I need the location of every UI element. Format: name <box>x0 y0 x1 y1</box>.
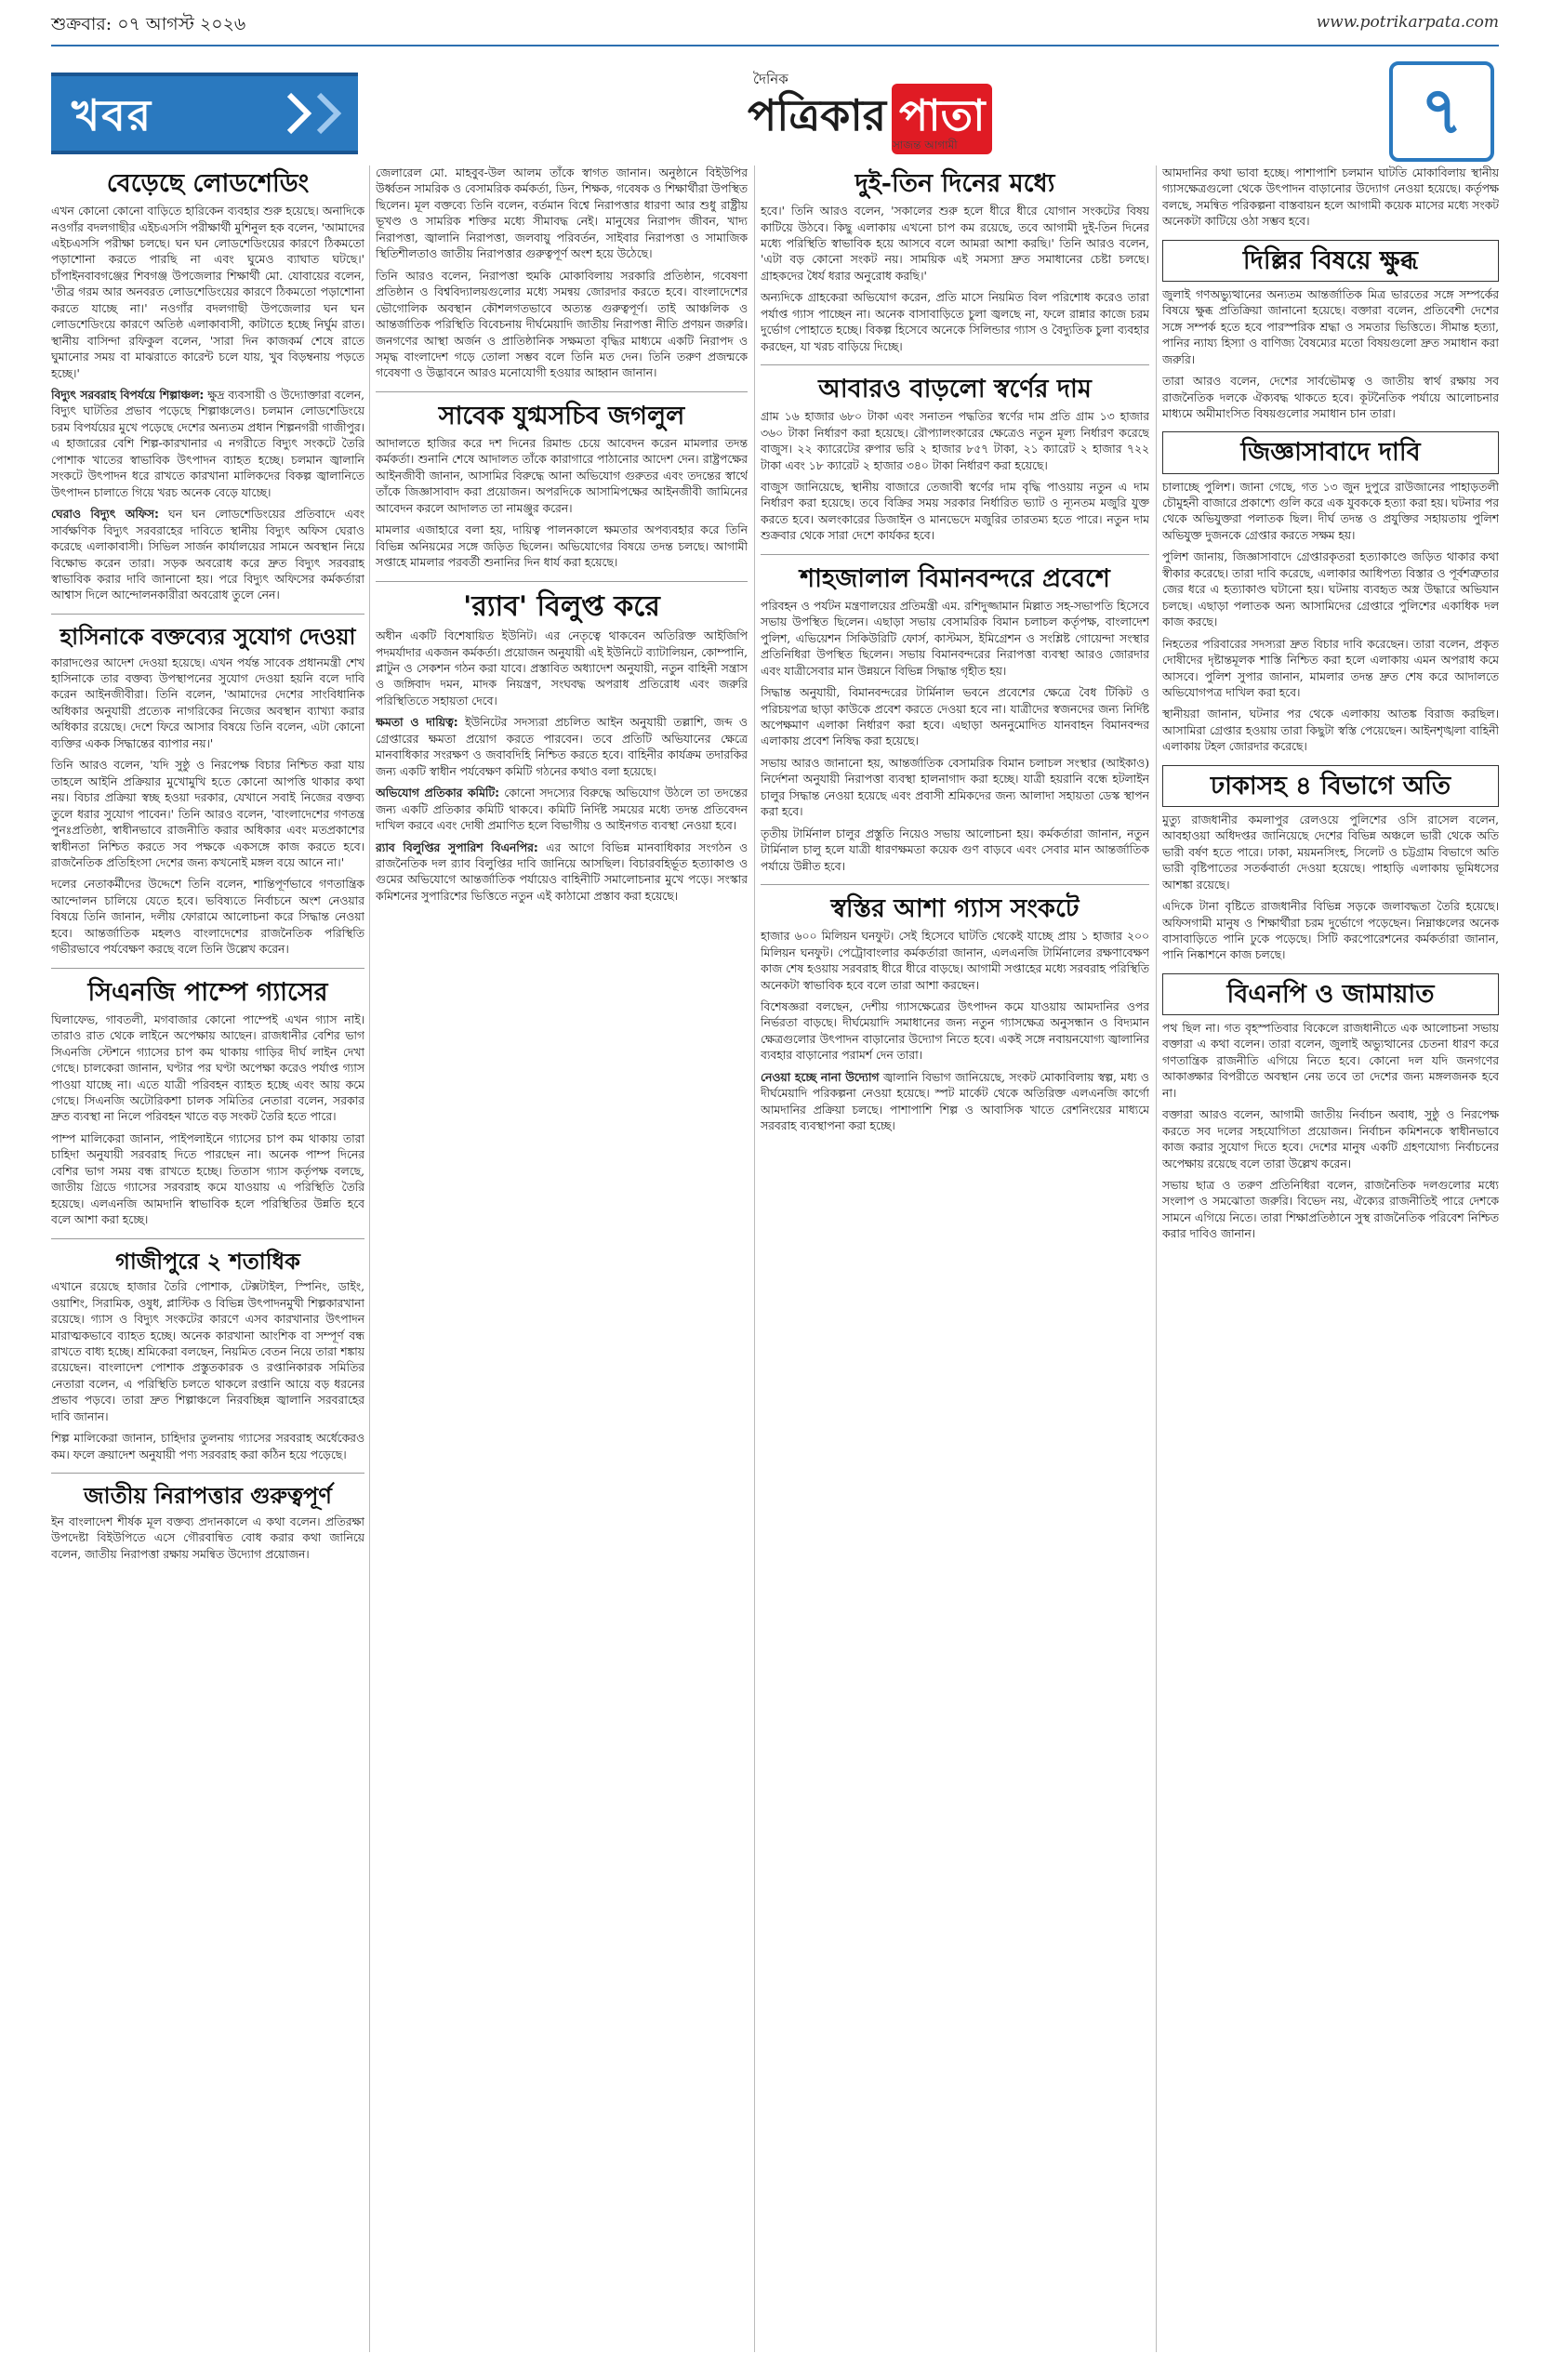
article-heavy-rain <box>1162 765 1499 964</box>
article-paragraph <box>376 786 748 834</box>
headline[interactable]: ঢাকাসহ ৪ বিভাগে অতি <box>1162 765 1499 807</box>
article-separator <box>376 581 748 582</box>
paragraph-text: জ্বালানি বিভাগ জানিয়েছে, সংকট মোকাবিলায় স্বল্প, মধ্য ও দীর্ঘমেয়াদি পরিকল্পনা নেওয়া হয়েছে। স্পট মার্কেট থেকে অতিরিক্ত এলএনজি কার্গো আমদানির প্রক্রিয়া চলছে। পাশাপাশি শিল্প ও আবাসিক খাতে রেশনিংয়ের মাধ্যমে সরবরাহ ব্যবস্থাপনা করা হচ্ছে। <box>761 1070 1149 1133</box>
logo-main-text: পত্রিকার <box>748 90 887 140</box>
article-paragraph <box>51 388 364 501</box>
column-divider <box>1156 165 1157 2352</box>
headline[interactable]: বিএনপি ও জামায়াত <box>1162 973 1499 1015</box>
paragraph-lead: নেওয়া হচ্ছে নানা উদ্যোগ <box>761 1070 880 1084</box>
column-divider <box>369 165 370 2352</box>
article-separator <box>51 968 364 969</box>
article-paragraph: আমদানির কথা ভাবা হচ্ছে। পাশাপাশি চলমান ঘাটতি মোকাবিলায় স্থানীয় গ্যাসক্ষেত্রগুলো থেকে উৎপাদন বাড়ানোর উদ্যোগ নেওয়া হয়েছে। কর্তৃপক্ষ বলছে, সমন্বিত পরিকল্পনা বাস্তবায়ন হলে আগামী কয়েক মাসের মধ্যে সংকট অনেকটা কাটিয়ে ওঠা সম্ভব হবে। <box>1162 166 1499 229</box>
article-paragraph: পরিবহন ও পর্যটন মন্ত্রণালয়ের প্রতিমন্ত্রী এম. রশিদুজ্জামান মিল্লাত সহ-সভাপতি হিসেবে সভায় উপস্থিত ছিলেন। এছাড়া সভায় বেসামরিক বিমান চলাচল কর্তৃপক্ষ, বাংলাদেশ পুলিশ, এভিয়েশন সিকিউরিটি ফোর্স, কাস্টমস, ইমিগ্রেশন ও সংশ্লিষ্ট গোয়েন্দা সংস্থার প্রতিনিধিরা উপস্থিত ছিলেন। সভায় বিমানবন্দরের নিরাপত্তা ব্যবস্থা আরও জোরদার এবং যাত্রীসেবার মান উন্নয়নে বিভিন্ন সিদ্ধান্ত গৃহীত হয়। <box>761 599 1149 678</box>
article-paragraph: বক্তারা আরও বলেন, আগামী জাতীয় নির্বাচন অবাধ, সুষ্ঠু ও নিরপেক্ষ করতে সব দলের সহযোগিতা প্রয়োজন। নির্বাচন কমিশনকে স্বাধীনভাবে কাজ করার সুযোগ দিতে হবে। দেশের মানুষ একটি গ্রহণযোগ্য নির্বাচনের অপেক্ষায় রয়েছে বলে তারা উল্লেখ করেন। <box>1162 1108 1499 1170</box>
article-paragraph <box>376 715 748 780</box>
chevron-right-icon <box>284 89 315 138</box>
headline[interactable]: দুই-তিন দিনের মধ্যে <box>854 169 1055 198</box>
headline[interactable]: শাহজালাল বিমানবন্দরে প্রবেশে <box>800 563 1110 593</box>
paragraph-text: কোনো সদস্যের বিরুদ্ধে অভিযোগ উঠলে তা তদন্তের জন্য একটি প্রতিকার কমিটি থাকবে। কমিটি নির্দিষ্ট সময়ের মধ্যে তদন্ত প্রতিবেদন দাখিল করবে এবং দোষী প্রমাণিত হলে বিভাগীয় ও আইনগত ব্যবস্থা নেওয়া হবে। <box>376 787 748 833</box>
article-paragraph: জুলাই গণঅভ্যুত্থানের অন্যতম আন্তর্জাতিক মিত্র ভারতের সঙ্গে সম্পর্কের বিষয়ে ক্ষুব্ধ প্রতিক্রিয়া জানানো হয়েছে। বক্তারা বলেন, প্রতিবেশী দেশের সঙ্গে সম্পর্ক হতে হবে পারস্পরিক শ্রদ্ধা ও সমতার ভিত্তিতে। সীমান্ত হত্যা, পানির ন্যায্য হিস্যা ও বাণিজ্য বৈষম্যের মতো বিষয়গুলো দ্রুত সমাধান করা জরুরি। <box>1162 287 1499 366</box>
article-joglul <box>376 402 748 572</box>
article-hasina <box>51 624 364 959</box>
issue-date: শুক্রবার: ০৭ আগস্ট ২০২৬ <box>51 14 246 34</box>
article-paragraph: বিশেষজ্ঞরা বলছেন, দেশীয় গ্যাসক্ষেত্রের উৎপাদন কমে যাওয়ায় আমদানির ওপর নির্ভরতা বাড়ছে। দীর্ঘমেয়াদি সমাধানের জন্য নতুন গ্যাসক্ষেত্র অনুসন্ধান ও বিদ্যমান ক্ষেত্রগুলোর উৎপাদন বাড়ানোর উদ্যোগ নিতে হবে। একই সঙ্গে নবায়নযোগ্য জ্বালানির ব্যবহার বাড়ানোর পরামর্শ দেন তারা। <box>761 999 1149 1063</box>
article-paragraph: তারা আরও বলেন, দেশের সার্বভৌমত্ব ও জাতীয় স্বার্থ রক্ষায় সব রাজনৈতিক দলকে ঐক্যবদ্ধ থাকতে হবে। কূটনৈতিক পর্যায়ে আলোচনার মাধ্যমে অমীমাংসিত বিষয়গুলোর সমাধান চান তারা। <box>1162 375 1499 421</box>
article-separator <box>51 1238 364 1239</box>
article-paragraph: স্থানীয়রা জানান, ঘটনার পর থেকে এলাকায় আতঙ্ক বিরাজ করছিল। আসামিরা গ্রেপ্তার হওয়ায় তারা কিছুটা স্বস্তি পেয়েছেন। আইনশৃঙ্খলা বাহিনী এলাকায় টহল জোরদার করেছে। <box>1162 707 1499 754</box>
article-paragraph: গ্রাম ১৬ হাজার ৬৮০ টাকা এবং সনাতন পদ্ধতির স্বর্ণের দাম প্রতি গ্রাম ১৩ হাজার ৩৬০ টাকা নির্ধারণ করা হয়েছে। রৌপ্যালংকারের ক্ষেত্রেও নতুন মূল্য নির্ধারণ করেছে বাজুস। ২২ ক্যারেটের রুপার ভরি ২ হাজার ৮৫৭ টাকা, ২১ ক্যারেট ২ হাজার ৭২২ টাকা এবং ১৮ ক্যারেট ২ হাজার ৩৪০ টাকা নির্ধারণ করা হয়েছে। <box>761 410 1149 472</box>
article-paragraph: ঘিলাফেভ, গাবতলী, মগবাজার কোনো পাম্পেই এখন গ্যাস নাই। তারাও রাত থেকে লাইনে অপেক্ষায় আছেন। রাজধানীর বেশির ভাগ সিএনজি স্টেশনে গ্যাসের চাপ কম থাকায় গাড়ির দীর্ঘ লাইন দেখা গেছে। চালকেরা জানান, ঘণ্টার পর ঘণ্টা অপেক্ষা করেও পর্যাপ্ত গ্যাস পাওয়া যাচ্ছে না। এতে যাত্রী পরিবহন ব্যাহত হচ্ছে এবং আয় কমে গেছে। সিএনজি অটোরিকশা চালক সমিতির নেতারা বলেন, সরকার দ্রুত ব্যবস্থা না নিলে পরিবহন খাতে বড় সংকট তৈরি হতে পারে। <box>51 1012 364 1124</box>
article-separator <box>761 364 1149 365</box>
column-1 <box>51 165 364 2352</box>
headline[interactable]: স্বস্তির আশা গ্যাস সংকটে <box>830 894 1080 924</box>
article-paragraph: শিল্প মালিকেরা জানান, চাহিদার তুলনায় গ্যাসের সরবরাহ অর্ধেকেরও কম। ফলে ক্রয়াদেশ অনুযায়ী পণ্য সরবরাহ করা কঠিন হয়ে পড়েছে। <box>51 1432 364 1461</box>
paragraph-lead: অভিযোগ প্রতিকার কমিটি: <box>376 787 500 800</box>
article-paragraph: সভায় ছাত্র ও তরুণ প্রতিনিধিরা বলেন, রাজনৈতিক দলগুলোর মধ্যে সংলাপ ও সমঝোতা জরুরি। বিভেদ নয়, ঐক্যের রাজনীতিই পারে দেশকে সামনে এগিয়ে নিতে। তারা শিক্ষাপ্রতিষ্ঠানে সুস্থ রাজনৈতিক পরিবেশ নিশ্চিত করার দাবিও জানান। <box>1162 1179 1499 1241</box>
article-separator <box>761 884 1149 885</box>
article-gas-continued <box>1162 165 1499 231</box>
article-paragraph: দলের নেতাকর্মীদের উদ্দেশে তিনি বলেন, শান্তিপূর্ণভাবে গণতান্ত্রিক আন্দোলন চালিয়ে যেতে হবে। ভবিষ্যতে নির্বাচনে অংশ নেওয়ার বিষয়ে তিনি জানান, দলীয় ফোরামে আলোচনা করে সিদ্ধান্ত নেওয়া হবে। আন্তর্জাতিক মহলও বাংলাদেশের রাজনৈতিক পরিস্থিতি গভীরভাবে পর্যবেক্ষণ করছে বলে তিনি উল্লেখ করেন। <box>51 878 364 957</box>
article-paragraph: সভায় আরও জানানো হয়, আন্তর্জাতিক বেসামরিক বিমান চলাচল সংস্থার (আইকাও) নির্দেশনা অনুযায়ী নিরাপত্তা ব্যবস্থা হালনাগাদ করা হচ্ছে। যাত্রী হয়রানি বন্ধে হটলাইন চালুর সিদ্ধান্ত নেওয়া হয়েছে এবং প্রবাসী শ্রমিকদের জন্য আলাদা সহায়তা ডেস্ক স্থাপন করা হবে। <box>761 756 1149 819</box>
paragraph-lead: বিদ্যুৎ সরবরাহ বিপর্যয়ে শিল্পাঞ্চল: <box>51 389 205 403</box>
article-paragraph: তিনি আরও বলেন, 'যদি সুষ্ঠু ও নিরপেক্ষ বিচার নিশ্চিত করা যায় তাহলে আইনি প্রক্রিয়ার মুখোমুখি হতে কোনো আপত্তি থাকার কথা নয়। বিচার প্রক্রিয়া স্বচ্ছ হওয়া দরকার, যেখানে সবাই নিজের বক্তব্য তুলে ধরার সুযোগ পাবেন।' তিনি আরও বলেন, 'বাংলাদেশের গণতন্ত্র পুনঃপ্রতিষ্ঠা, স্বাধীনভাবে রাজনীতি করার অধিকার এবং মতপ্রকাশের স্বাধীনতা নিশ্চিত করতে সব পক্ষকে একসঙ্গে কাজ করতে হবে। রাজনৈতিক প্রতিহিংসা দেশের জন্য কখনোই মঙ্গল বয়ে আনে না।' <box>51 759 364 869</box>
article-security-continued <box>376 165 748 382</box>
article-shahjalal <box>761 564 1149 875</box>
article-loadshedding <box>51 169 364 604</box>
headline[interactable]: জাতীয় নিরাপত্তার গুরুত্বপূর্ণ <box>84 1482 332 1510</box>
column-4 <box>1162 165 1499 2352</box>
paragraph-lead: ঘেরাও বিদ্যুৎ অফিস: <box>51 508 159 522</box>
paragraph-text: ঘন ঘন লোডশেডিংয়ের প্রতিবাদে এবং সার্বক্ষণিক বিদ্যুৎ সরবরাহের দাবিতে স্থানীয় বিদ্যুৎ অফিস ঘেরাও করেছে এলাকাবাসী। সিভিল সার্জন কার্যালয়ের সামনে অবস্থান নিয়ে বিক্ষোভ করেন তারা। সড়ক অবরোধ করে দ্রুত বিদ্যুৎ সরবরাহ স্বাভাবিক করার দাবি জানানো হয়। পরে বিদ্যুৎ অফিসের কর্মকর্তারা আশ্বাস দিলে আন্দোলনকারীরা অবরোধ তুলে নেন। <box>51 508 364 602</box>
article-gas-relief <box>761 894 1149 1134</box>
paragraph-text: এর আগে বিভিন্ন মানবাধিকার সংগঠন ও রাজনৈতিক দল র‍্যাব বিলুপ্তির দাবি জানিয়ে আসছিল। বিচারবহির্ভূত হত্যাকাণ্ড ও গুমের অভিযোগে আন্তর্জাতিক পর্যায়েও বাহিনীটি সমালোচনার মুখে পড়ে। সংস্কার কমিশনের সুপারিশের ভিত্তিতে নতুন এই কাঠামো প্রস্তাব করা হয়েছে। <box>376 840 748 903</box>
column-3 <box>761 165 1149 2352</box>
logo-tagline: সাজন্ত আগামী <box>893 139 958 152</box>
website-url[interactable]: www.potrikarpata.com <box>1316 13 1499 32</box>
headline[interactable]: বেড়েছে লোডশেডিং <box>106 169 310 198</box>
article-paragraph: হাজার ৬০০ মিলিয়ন ঘনফুট। সেই হিসেবে ঘাটতি থেকেই যাচ্ছে প্রায় ১ হাজার ২০০ মিলিয়ন ঘনফুট। পেট্রোবাংলার কর্মকর্তারা জানান, এলএনজি টার্মিনালের রক্ষণাবেক্ষণ কাজ শেষ হওয়ায় সরবরাহ ধীরে ধীরে বাড়ছে। আগামী সপ্তাহের মধ্যে সরবরাহ পরিস্থিতি অনেকটা স্বাভাবিক হবে বলে তারা আশা করছেন। <box>761 930 1149 992</box>
article-paragraph: এখানে রয়েছে হাজার তৈরি পোশাক, টেক্সটাইল, স্পিনিং, ডাইং, ওয়াশিং, সিরামিক, ওষুধ, প্লাস্টিক ও বিভিন্ন উৎপাদনমুখী শিল্পকারখানা রয়েছে। গ্যাস ও বিদ্যুৎ সংকটের কারণে এসব কারখানার উৎপাদন মারাত্মকভাবে ব্যাহত হচ্ছে। অনেক কারখানা আংশিক বা সম্পূর্ণ বন্ধ রাখতে বাধ্য হচ্ছে। শ্রমিকেরা বলছেন, নিয়মিত বেতন নিয়ে তারা শঙ্কায় রয়েছেন। বাংলাদেশ পোশাক প্রস্তুতকারক ও রপ্তানিকারক সমিতির নেতারা বলেন, এ পরিস্থিতি চলতে থাকলে রপ্তানি আয়ে বড় ধরনের প্রভাব পড়বে। তারা দ্রুত শিল্পাঞ্চলে নিরবচ্ছিন্ন জ্বালানি সরবরাহের দাবি জানান। <box>51 1280 364 1423</box>
article-separator <box>761 554 1149 555</box>
column-2 <box>376 165 748 2352</box>
headline[interactable]: জিজ্ঞাসাবাদে দাবি <box>1162 431 1499 473</box>
article-cng <box>51 978 364 1229</box>
article-paragraph: মুত্যু রাজধানীর কমলাপুর রেলওয়ে পুলিশের ওসি রাসেল বলেন, আবহাওয়া অধিদপ্তর জানিয়েছে দেশের বিভিন্ন অঞ্চলে ভারী থেকে অতি ভারী বর্ষণ হতে পারে। ঢাকা, ময়মনসিংহ, সিলেট ও চট্টগ্রাম বিভাগে অতি ভারী বৃষ্টিপাতের সতর্কবার্তা দেওয়া হয়েছে। পাহাড়ি এলাকায় ভূমিধসের আশঙ্কা রয়েছে। <box>1162 813 1499 892</box>
article-paragraph: তৃতীয় টার্মিনাল চালুর প্রস্তুতি নিয়েও সভায় আলোচনা হয়। কর্মকর্তারা জানান, নতুন টার্মিনাল চালু হলে যাত্রী ধারণক্ষমতা কয়েক গুণ বাড়বে এবং সেবার মান আন্তর্জাতিক পর্যায়ে উন্নীত হবে। <box>761 826 1149 873</box>
paragraph-lead: ক্ষমতা ও দায়িত্ব: <box>376 716 458 730</box>
article-separator <box>376 391 748 392</box>
page-number: ৭ <box>1389 61 1494 162</box>
headline[interactable]: সিএনজি পাম্পে গ্যাসের <box>87 977 328 1007</box>
article-paragraph: এখন কোনো কোনো বাড়িতে হারিকেন ব্যবহার শুরু হয়েছে। অনাদিকে নওগাঁর বদলগাছীর এইচএসসি পরীক্ষার্থী মুশিনুল হক বলেন, 'আমাদের এইচএসসি পরীক্ষা চলছে। ঘন ঘন লোডশেডিংয়ের কারণে ঠিকমতো পড়াশোনা করতে পারছি না এবং ঘুমেও ব্যাঘাত ঘটছে।' চাঁপাইনবাবগঞ্জের শিবগঞ্জ উপজেলার শিক্ষার্থী মো. যোবায়ের বলেন, 'তীব্র গরম আর অনবরত লোডশেডিংয়ের কারণে ঠিকমতো পড়াশোনা করতে যাচ্ছে না।' নওগাঁর বদলগাছী উপজেলার ঘন ঘন লোডশেডিংয়ে কারণে অতিষ্ঠ এলাকাবাসী, কাটাতে হচ্ছে নির্ঘুম রাত। স্থানীয় বাসিন্দা রফিকুল বলেন, 'সারা দিন কাজকর্ম শেষে রাতে ঘুমানোর সময় বা মাঝরাতে কারেন্ট চলে যায়, খুব বিড়ম্বনায় পড়তে হচ্ছে।' <box>51 205 364 380</box>
paragraph-lead: র‍্যাব বিলুপ্তির সুপারিশ বিএনপির: <box>376 840 538 854</box>
article-paragraph: আদালতে হাজির করে দশ দিনের রিমান্ড চেয়ে আবেদন করেন মামলার তদন্ত কর্মকর্তা। শুনানি শেষে আদালত তাঁকে কারাগারে পাঠানোর আদেশ দেন। রাষ্ট্রপক্ষের আইনজীবী জানান, আসামির বিরুদ্ধে আনা অভিযোগ গুরুতর এবং তদন্তের স্বার্থে তাঁকে জিজ্ঞাসাবাদ করা প্রয়োজন। অপরদিকে আসামিপক্ষের আইনজীবী জামিনের আবেদন করলে আদালত তা নামঞ্জুর করেন। <box>376 436 748 515</box>
article-paragraph: হবে।' তিনি আরও বলেন, 'সকালের শুরু হলে ধীরে ধীরে যোগান সংকটের বিষয় কাটিয়ে উঠবে। কিছু এলাকায় এখনো চাপ কম রয়েছে, তবে আগামী দুই-তিন দিনের মধ্যে পরিস্থিতি স্বাভাবিক হয়ে আসবে বলে আমরা আশা করছি।' তিনি আরও বলেন, 'এটা বড় কোনো সংকট নয়। সাময়িক এই সমস্যা দ্রুত সমাধানের চেষ্টা চলছে। গ্রাহকদের ধৈর্য ধরার অনুরোধ করছি।' <box>761 205 1149 283</box>
article-paragraph: বাজুস জানিয়েছে, স্থানীয় বাজারে তেজাবী স্বর্ণের দাম বৃদ্ধি পাওয়ায় নতুন এ দাম নির্ধারণ করা হয়েছে। তবে বিক্রির সময় সরকার নির্ধারিত ভ্যাট ও ন্যূনতম মজুরি যুক্ত করতে হবে। অলংকারের ডিজাইন ও মানভেদে মজুরির তারতম্য হতে পারে। নতুন দাম শুক্রবার থেকে সারা দেশে কার্যকর হবে। <box>761 480 1149 543</box>
column-divider <box>754 165 755 2352</box>
article-paragraph <box>376 840 748 906</box>
article-paragraph: সিদ্ধান্ত অনুযায়ী, বিমানবন্দরের টার্মিনাল ভবনে প্রবেশের ক্ষেত্রে বৈধ টিকিট ও পরিচয়পত্র ছাড়া কাউকে প্রবেশ করতে দেওয়া হবে না। যাত্রীদের স্বজনদের জন্য নির্দিষ্ট অপেক্ষমাণ এলাকা নির্ধারণ করা হবে। এছাড়া অননুমোদিত যানবাহন বিমানবন্দর এলাকায় প্রবেশ নিষিদ্ধ করা হয়েছে। <box>761 686 1149 748</box>
article-gas-days <box>761 169 1149 355</box>
headline[interactable]: 'র‍্যাব' বিলুপ্ত করে <box>463 589 660 623</box>
article-delhi <box>1162 240 1499 423</box>
article-paragraph: পুলিশ জানায়, জিজ্ঞাসাবাদে গ্রেপ্তারকৃতরা হত্যাকাণ্ডে জড়িত থাকার কথা স্বীকার করেছে। তারা দাবি করেছে, এলাকার আধিপত্য বিস্তার ও পূর্বশত্রুতার জের ধরে এ হত্যাকাণ্ড ঘটানো হয়। ঘটনায় ব্যবহৃত অস্ত্র উদ্ধারে অভিযান চলছে। এছাড়া পলাতক অন্য আসামিদের গ্রেপ্তারে পুলিশের একাধিক দল কাজ করছে। <box>1162 550 1499 629</box>
headline[interactable]: দিল্লির বিষয়ে ক্ষুব্ধ <box>1162 240 1499 282</box>
article-national-security <box>51 1483 364 1563</box>
article-paragraph: পথ ছিল না। গত বৃহস্পতিবার বিকেলে রাজধানীতে এক আলোচনা সভায় বক্তারা এ কথা বলেন। তারা বলেন, জুলাই অভ্যুত্থানের চেতনা ধারণ করে গণতান্ত্রিক রাজনীতি এগিয়ে নিতে হবে। কোনো দল যদি জনগণের আকাঙ্ক্ষার বিপরীতে অবস্থান নেয় তবে তা দেশের জন্য মঙ্গলজনক হবে না। <box>1162 1021 1499 1100</box>
article-gold-price <box>761 375 1149 545</box>
logo-small-text: দৈনিক <box>753 71 788 87</box>
paragraph-text: ইউনিটের সদস্যরা প্রচলিত আইন অনুযায়ী তল্লাশি, জব্দ ও গ্রেপ্তারের ক্ষমতা প্রয়োগ করতে পারবেন। তবে প্রতিটি অভিযানের ক্ষেত্রে মানবাধিকার সংরক্ষণ ও জবাবদিহি নিশ্চিত করতে হবে। বাহিনীর কার্যক্রম তদারকির জন্য একটি স্বাধীন পর্যবেক্ষণ কমিটি গঠনের কথাও বলা হয়েছে। <box>376 716 748 778</box>
headline[interactable]: আবারও বাড়লো স্বর্ণের দাম <box>818 375 1092 404</box>
article-separator <box>51 614 364 615</box>
article-separator <box>51 1473 364 1474</box>
masthead-logo <box>725 61 1004 154</box>
chevron-right-icon <box>313 89 345 138</box>
article-paragraph <box>51 507 364 604</box>
article-paragraph: এদিকে টানা বৃষ্টিতে রাজধানীর বিভিন্ন সড়কে জলাবদ্ধতা তৈরি হয়েছে। অফিসগামী মানুষ ও শিক্ষার্থীরা চরম দুর্ভোগে পড়েছেন। নিম্নাঞ্চলের অনেক বাসাবাড়িতে পানি ঢুকে পড়েছে। সিটি করপোরেশনের কর্মকর্তারা জানান, পানি নিষ্কাশনে কাজ চলছে। <box>1162 900 1499 962</box>
headline[interactable]: সাবেক যুগ্মসচিব জগলুল <box>438 401 685 430</box>
article-paragraph: চালাচ্ছে পুলিশ। জানা গেছে, গত ১৩ জুন দুপুরে রাউজানের পাহাড়তলী চৌমুহনী বাজারে প্রকাশ্যে গুলি করে এক যুবককে হত্যা করা হয়। ঘটনার পর থেকে অভিযুক্তরা পলাতক ছিল। দীর্ঘ তদন্ত ও প্রযুক্তির সহায়তায় পুলিশ অভিযুক্ত দুজনকে গ্রেপ্তার করতে সক্ষম হয়। <box>1162 480 1499 542</box>
article-paragraph: অধীন একটি বিশেষায়িত ইউনিট। এর নেতৃত্বে থাকবেন অতিরিক্ত আইজিপি পদমর্যাদার একজন কর্মকর্তা। প্রয়োজন অনুযায়ী এই ইউনিটে ব্যাটালিয়ন, কোম্পানি, প্লাটুন ও সেকশন গঠন করা যাবে। প্রস্তাবিত অধ্যাদেশ অনুযায়ী, নতুন বাহিনী সন্ত্রাস ও জঙ্গিবাদ দমন, মাদক নিয়ন্ত্রণ, সংঘবদ্ধ অপরাধ প্রতিরোধ এবং জরুরি পরিস্থিতিতে সহায়তা দেবে। <box>376 629 748 707</box>
logo-pata-text: পাতা <box>892 84 992 154</box>
top-rule <box>51 45 1499 46</box>
section-title: খবর <box>72 90 153 140</box>
article-rab <box>376 591 748 906</box>
article-paragraph: জেলারেল মো. মাহবুব-উল আলম তাঁকে স্বাগত জানান। অনুষ্ঠানে বিইউপির উর্ধ্বতন সামরিক ও বেসামরিক কর্মকর্তা, ডিন, শিক্ষক, গবেষক ও শিক্ষার্থীরা উপস্থিত ছিলেন। মূল বক্তব্যে তিনি বলেন, বর্তমান বিশ্বে নিরাপত্তার ধারণা আর শুধু রাষ্ট্রীয় ভূখণ্ড ও সামরিক শক্তির মধ্যে সীমাবদ্ধ নেই। মানুষের নিরাপদ জীবন, খাদ্য নিরাপত্তা, জ্বালানি নিরাপত্তা, জলবায়ু পরিবর্তন, সাইবার নিরাপত্তা ও সামাজিক স্থিতিশীলতাও জাতীয় নিরাপত্তার গুরুত্বপূর্ণ অংশ হয়ে উঠেছে। <box>376 166 748 261</box>
paragraph-text: ক্ষুদ্র ব্যবসায়ী ও উদ্যোক্তারা বলেন, বিদ্যুৎ ঘাটতির প্রভাব পড়েছে শিল্পাঞ্চলেও। চলমান লোডশেডিংয়ে চরম বিপর্যয়ের মুখে পড়েছে দেশের অন্যতম প্রধান শিল্পনগরী গাজীপুর। এ হাজারের বেশি শিল্প-কারখানার এ নগরীতে বিদ্যুৎ সংকটে তৈরি পোশাক খাতের স্বাভাবিক উৎপাদন ব্যাহত হচ্ছে। চলমান জ্বালানি সংকটে উৎপাদন ধরে রাখতে কারখানা মালিকদের বিকল্প জ্বালানিতে উৎপাদন চালাতে গিয়ে খরচ অনেক বেড়ে যাচ্ছে। <box>51 389 364 499</box>
article-interrogation <box>1162 431 1499 755</box>
article-paragraph: অন্যদিকে গ্রাহকেরা অভিযোগ করেন, প্রতি মাসে নিয়মিত বিল পরিশোধ করেও তারা পর্যাপ্ত গ্যাস পাচ্ছেন না। অনেক বাসাবাড়িতে চুলা জ্বলছে না, ফলে রান্নার কাজে চরম দুর্ভোগ পোহাতে হচ্ছে। বিকল্প হিসেবে অনেকে সিলিন্ডার গ্যাস ও বৈদ্যুতিক চুলা ব্যবহার করছেন, যা খরচ বাড়িয়ে দিচ্ছে। <box>761 291 1149 353</box>
article-paragraph: মামলার এজাহারে বলা হয়, দায়িত্ব পালনকালে ক্ষমতার অপব্যবহার করে তিনি বিভিন্ন অনিয়মের সঙ্গে জড়িত ছিলেন। অভিযোগের বিষয়ে তদন্ত চলছে। আগামী সপ্তাহে মামলার পরবর্তী শুনানির দিন ধার্য করা হয়েছে। <box>376 523 748 570</box>
article-gazipur <box>51 1249 364 1464</box>
headline[interactable]: হাসিনাকে বক্তব্যের সুযোগ দেওয়া <box>60 622 356 650</box>
section-banner <box>51 73 358 154</box>
article-paragraph: তিনি আরও বলেন, নিরাপত্তা হুমকি মোকাবিলায় সরকারি প্রতিষ্ঠান, গবেষণা প্রতিষ্ঠান ও বিশ্ববিদ্যালয়গুলোর মধ্যে সমন্বয় জোরদার করতে হবে। বাংলাদেশের ভৌগোলিক অবস্থান কৌশলগতভাবে অত্যন্ত গুরুত্বপূর্ণ। তাই আঞ্চলিক ও আন্তর্জাতিক পরিস্থিতি বিবেচনায় দীর্ঘমেয়াদি জাতীয় নিরাপত্তা নীতি প্রণয়ন জরুরি। জনগণের আস্থা অর্জন ও প্রাতিষ্ঠানিক সক্ষমতা বৃদ্ধির মাধ্যমে একটি নিরাপদ ও সমৃদ্ধ বাংলাদেশ গড়ে তোলা সম্ভব বলে তিনি মত দেন। তিনি তরুণ প্রজন্মকে গবেষণা ও উদ্ভাবনে আরও মনোযোগী হওয়ার আহ্বান জানান। <box>376 269 748 380</box>
article-bnp-jamaat <box>1162 973 1499 1243</box>
article-paragraph <box>761 1070 1149 1135</box>
headline[interactable]: গাজীপুরে ২ শতাধিক <box>115 1247 300 1275</box>
article-paragraph: পাম্প মালিকেরা জানান, পাইপলাইনে গ্যাসের চাপ কম থাকায় তারা চাহিদা অনুযায়ী সরবরাহ দিতে পারছেন না। অনেক পাম্প দিনের বেশির ভাগ সময় বন্ধ রাখতে হচ্ছে। তিতাস গ্যাস কর্তৃপক্ষ বলছে, জাতীয় গ্রিডে গ্যাসের সরবরাহ কমে যাওয়ায় এ পরিস্থিতি তৈরি হয়েছে। এলএনজি আমদানি স্বাভাবিক হলে পরিস্থিতির উন্নতি হবে বলে আশা করা হচ্ছে। <box>51 1131 364 1227</box>
article-paragraph: কারাদণ্ডের আদেশ দেওয়া হয়েছে। এখন পর্যন্ত সাবেক প্রধানমন্ত্রী শেখ হাসিনাকে তার বক্তব্য উপস্থাপনের সুযোগ দেওয়া হয়নি বলে দাবি করেন আইনজীবীরা। তিনি বলেন, 'আমাদের দেশের সাংবিধানিক অধিকার অনুযায়ী প্রত্যেক নাগরিকের নিজের অবস্থান ব্যাখ্যা করার অধিকার রয়েছে। দেশে ফিরে আসার বিষয়ে তিনি বলেন, এটা কোনো ব্যক্তির একক সিদ্ধান্তের ব্যাপার নয়।' <box>51 655 364 750</box>
article-paragraph: নিহতের পরিবারের সদস্যরা দ্রুত বিচার দাবি করেছেন। তারা বলেন, প্রকৃত দোষীদের দৃষ্টান্তমূলক শাস্তি নিশ্চিত করা হলে এলাকায় এমন অপরাধ কমে আসবে। পুলিশ সুপার জানান, মামলার তদন্ত দ্রুত শেষ করে আদালতে অভিযোগপত্র দাখিল করা হবে। <box>1162 637 1499 699</box>
article-paragraph: ইন বাংলাদেশ শীর্ষক মূল বক্তব্য প্রদানকালে এ কথা বলেন। প্রতিরক্ষা উপদেষ্টা বিইউপিতে এসে গৌরবান্বিত বোধ করার কথা জানিয়ে বলেন, জাতীয় নিরাপত্তা রক্ষায় সমন্বিত উদ্যোগ প্রয়োজন। <box>51 1514 364 1561</box>
